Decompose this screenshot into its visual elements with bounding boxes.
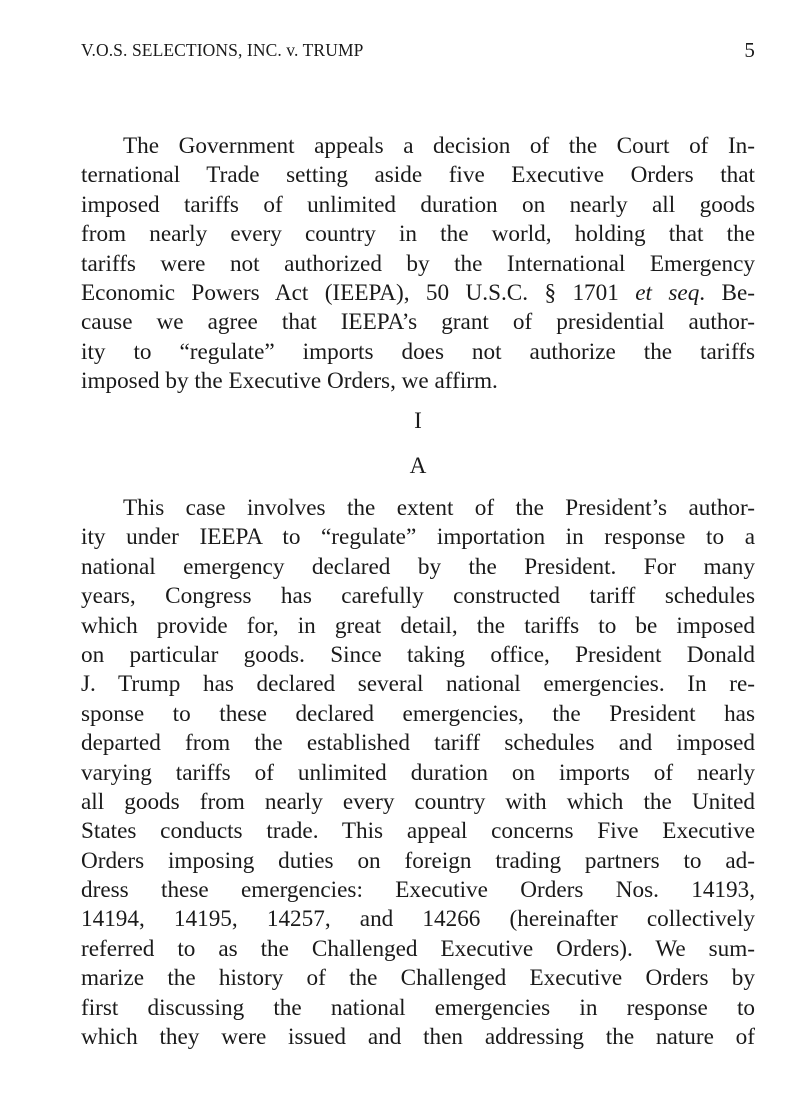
page-number: 5 <box>744 38 755 62</box>
text-line: ternational Trade setting aside five Executive Orders that <box>81 162 755 189</box>
text-line: from nearly every country in the world, holding that the <box>81 221 755 248</box>
text-line-citation <box>81 279 755 308</box>
background-paragraph <box>81 494 755 1052</box>
text-line: J. Trump has declared several national emergencies. In re- <box>81 671 755 698</box>
text-line: on particular goods. Since taking office, President Donald <box>81 641 755 668</box>
text-line: which provide for, in great detail, the tariffs to be imposed <box>81 612 755 639</box>
part-heading: I <box>414 408 422 434</box>
text-line: varying tariffs of unlimited duration on imports of nearly <box>81 759 755 786</box>
text-line: national emergency declared by the President. For many <box>81 553 755 580</box>
text-line: all goods from nearly every country with which the United <box>81 788 755 815</box>
italic-et-seq: et seq <box>635 279 700 306</box>
citation-tail: . Be- <box>699 279 755 306</box>
section-heading: A <box>409 453 427 479</box>
running-header <box>81 38 755 62</box>
text-line: 14194, 14195, 14257, and 14266 (hereinafter collectively <box>81 906 755 933</box>
text-line: imposed by the Executive Orders, we affirm. <box>81 368 498 395</box>
text-line: This case involves the extent of the President’s author- <box>123 495 755 521</box>
running-title: V.O.S. SELECTIONS, INC. v. TRUMP <box>81 40 364 60</box>
text-line: referred to as the Challenged Executive Orders). We sum- <box>81 935 755 962</box>
text-line: ity to “regulate” imports does not authorize the tariffs <box>81 338 755 365</box>
text-line: The Government appeals a decision of the Court of In- <box>123 133 755 159</box>
text-line: first discussing the national emergencies in response to <box>81 994 755 1021</box>
text-line: States conducts trade. This appeal concerns Five Executive <box>81 818 755 845</box>
text-line: marize the history of the Challenged Executive Orders by <box>81 965 755 992</box>
citation-text: Economic Powers Act (IEEPA), 50 U.S.C. § 1701 <box>81 279 636 306</box>
text-line: tariffs were not authorized by the International Emergency <box>81 250 755 277</box>
text-line: imposed tariffs of unlimited duration on nearly all goods <box>81 191 755 218</box>
text-line: cause we agree that IEEPA’s grant of presidential author- <box>81 309 755 336</box>
intro-paragraph <box>81 132 755 397</box>
text-line: ity under IEEPA to “regulate” importation in response to a <box>81 524 755 551</box>
text-line: years, Congress has carefully constructed tariff schedules <box>81 583 755 610</box>
text-line: sponse to these declared emergencies, the President has <box>81 700 755 727</box>
text-line: departed from the established tariff schedules and imposed <box>81 730 755 757</box>
text-line: dress these emergencies: Executive Orders Nos. 14193, <box>81 877 755 904</box>
text-line: Orders imposing duties on foreign trading partners to ad- <box>81 847 755 874</box>
text-line: which they were issued and then addressing the nature of <box>81 1024 755 1051</box>
